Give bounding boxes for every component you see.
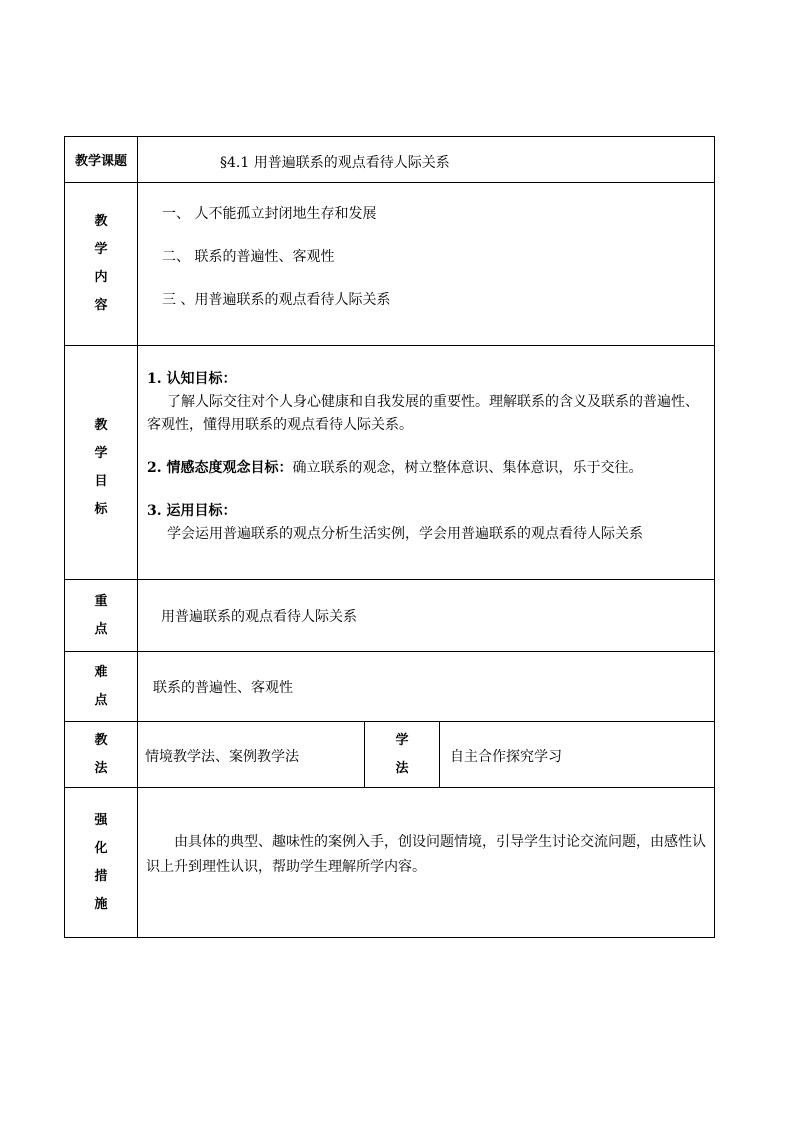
content-label-char: 内: [94, 270, 108, 285]
key-cell: [138, 580, 714, 651]
methods-cell: [138, 722, 714, 787]
row-goals: [65, 346, 714, 580]
content-cell: [138, 183, 714, 345]
teach-method-cell: [138, 722, 365, 787]
learn-method-label-char: 法: [395, 760, 409, 776]
measures-label-char: 化: [94, 840, 108, 856]
measures-label-char: 强: [94, 812, 108, 828]
difficult-cell: [138, 652, 714, 721]
measures-text: 由具体的典型、趣味性的案例入手，创设问题情境，引导学生讨论交流问题，由感性认识上升到理性认识，帮助学生理解所学内容。: [146, 834, 706, 875]
difficult-label-char: 难: [94, 664, 108, 680]
measures-label-char: 措: [94, 868, 108, 884]
learn-method-cell: [440, 722, 714, 787]
goals-label-char: 目: [94, 473, 108, 489]
content-label-char: 教: [94, 214, 108, 229]
content-label-char: 学: [94, 242, 108, 257]
goal1-heading: 1. 认知目标：: [147, 371, 237, 387]
key-label: [65, 580, 138, 651]
content-item-3: 三 、用普遍联系的观点看待人际关系: [162, 292, 391, 308]
teach-method-text: 情境教学法、案例教学法: [145, 749, 299, 765]
topic-cell: [138, 137, 714, 182]
learn-method-text: 自主合作探究学习: [450, 749, 562, 765]
row-methods: [65, 722, 714, 788]
teach-method-label-char: 法: [94, 760, 108, 776]
topic-label: 教学课题: [65, 137, 138, 182]
goal2-heading: 2. 情感态度观念目标：: [147, 460, 293, 476]
difficult-label-char: 点: [94, 692, 108, 708]
goal2: [147, 457, 706, 480]
learn-method-label: [365, 722, 440, 787]
difficult-label: [65, 652, 138, 721]
content-item-1: 一、 人不能孤立封闭地生存和发展: [162, 206, 377, 222]
difficult-point-text: 联系的普遍性、客观性: [153, 680, 293, 696]
teach-method-label-char: 教: [94, 732, 108, 748]
goals-label-char: 标: [94, 501, 108, 517]
goal3-heading: 3. 运用目标：: [147, 503, 237, 519]
lesson-plan-table: [64, 136, 715, 938]
content-item-2: 二、 联系的普遍性、客观性: [162, 249, 335, 265]
row-topic: [65, 137, 714, 183]
key-label-char: 重: [94, 593, 108, 609]
learn-method-label-char: 学: [395, 732, 409, 748]
goals-label-char: 教: [94, 417, 108, 433]
row-measures: [65, 788, 714, 937]
goals-label: [65, 346, 138, 579]
row-content: [65, 183, 714, 346]
goals-cell: [138, 346, 714, 579]
measures-label: [65, 788, 138, 937]
teach-method-label: [65, 722, 138, 787]
row-key-point: [65, 580, 714, 652]
content-label: [65, 183, 138, 345]
content-label-char: 容: [94, 298, 108, 313]
topic-title: §4.1 用普遍联系的观点看待人际关系: [220, 155, 450, 171]
goal2-body: 确立联系的观念，树立整体意识、集体意识，乐于交往。: [292, 460, 643, 476]
key-label-char: 点: [94, 621, 108, 637]
measures-label-char: 施: [94, 896, 108, 912]
goals-label-char: 学: [94, 445, 108, 461]
goal3-body: 学会运用普遍联系的观点分析生活实例，学会用普遍联系的观点看待人际关系: [167, 526, 643, 542]
key-point-text: 用普遍联系的观点看待人际关系: [161, 609, 357, 625]
goal1-body: 了解人际交往对个人身心健康和自我发展的重要性。理解联系的含义及联系的普遍性、客观性，懂得用联系的观点看待人际关系。: [147, 394, 699, 433]
row-difficult-point: [65, 652, 714, 722]
